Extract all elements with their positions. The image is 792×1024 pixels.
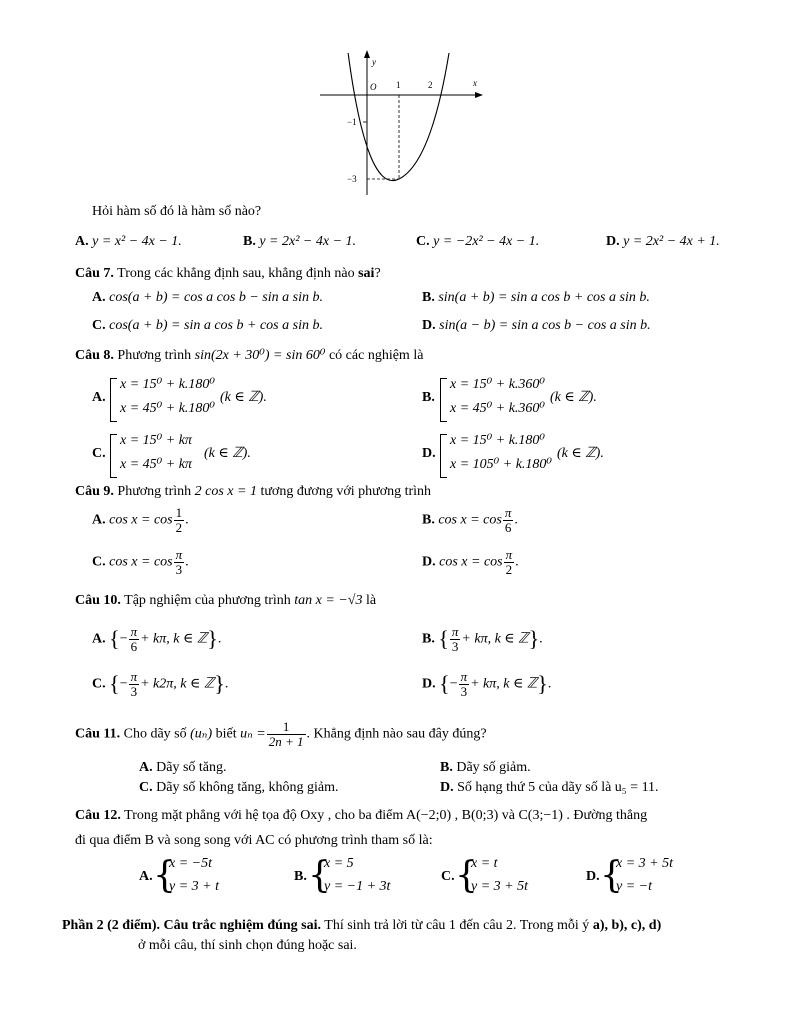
q10-option-b[interactable]: B. { $\frac{\pi}{3}$ + kπ, k ∈ ℤ}.: [422, 624, 543, 654]
q11-option-d[interactable]: D. Số hạng thứ 5 của dãy số là u₅ = 11.: [440, 780, 659, 795]
parabola-curve: [348, 53, 449, 181]
part2-line2: ở mỗi câu, thí sinh chọn đúng hoặc sai.: [138, 938, 357, 953]
q10-option-d[interactable]: D. {− $\frac{\pi}{3}$ + kπ, k ∈ ℤ}.: [422, 669, 552, 699]
q8-option-a[interactable]: A. x = 15⁰ + k.180⁰ x = 45⁰ + k.180⁰ (k ∈ ℤ).: [92, 376, 392, 424]
q10-option-c[interactable]: C. {− $\frac{\pi}{3}$ + k2π, k ∈ ℤ}.: [92, 669, 229, 699]
q7-option-d[interactable]: D. sin(a − b) = sin a cos b − cos a sin b.: [422, 318, 651, 333]
q7-question: Câu 7. Trong các khẳng định sau, khẳng định nào sai?: [75, 266, 381, 281]
q6-question: Hỏi hàm số đó là hàm số nào?: [92, 204, 262, 219]
q11-option-a[interactable]: A. Dãy số tăng.: [139, 760, 227, 775]
q9-option-c[interactable]: C. cos x = cos $\frac{\pi}{3}$ .: [92, 547, 189, 577]
tick-m1-label: −1: [347, 117, 357, 127]
q9-option-d[interactable]: D. cos x = cos $\frac{\pi}{2}$ .: [422, 547, 519, 577]
q12-question: Câu 12. Trong mặt phẳng với hệ tọa độ Oxy , cho ba điểm A(−2;0) , B(0;3) và C(3;−1) . Đường thẳng: [75, 808, 648, 823]
q12-option-c[interactable]: C. { x = t y = 3 + 5t: [441, 855, 528, 896]
tick-1-label: 1: [396, 80, 401, 90]
q12-option-d[interactable]: D. { x = 3 + 5t y = −t: [586, 855, 673, 896]
tick-2-label: 2: [428, 80, 433, 90]
q10-option-a[interactable]: A. {− $\frac{\pi}{6}$ + kπ, k ∈ ℤ}.: [92, 624, 222, 654]
q9-question: Câu 9. Phương trình 2 cos x = 1 tương đương với phương trình: [75, 484, 432, 499]
x-axis-arrow: [475, 92, 483, 98]
q6-option-a[interactable]: A. y = x² − 4x − 1.: [75, 234, 182, 249]
q9-option-b[interactable]: B. cos x = cos $\frac{\pi}{6}$ .: [422, 505, 518, 535]
q9-option-a[interactable]: A. cos x = cos $\frac{1}{2}$ .: [92, 505, 189, 535]
q8-question: Câu 8. Phương trình sin(2x + 30⁰) = sin 60⁰ có các nghiệm là: [75, 348, 424, 363]
y-axis-label: y: [372, 57, 376, 67]
tick-m3-label: −3: [347, 174, 357, 184]
q11-option-b[interactable]: B. Dãy số giảm.: [440, 760, 531, 775]
q8-option-c[interactable]: C. x = 15⁰ + kπ x = 45⁰ + kπ (k ∈ ℤ).: [92, 432, 392, 480]
q7-option-c[interactable]: C. cos(a + b) = sin a cos b + cos a sin b.: [92, 318, 323, 333]
x-axis-label: x: [473, 78, 477, 88]
q12-option-a[interactable]: A. { x = −5t y = 3 + t: [139, 855, 219, 896]
origin-label: O: [370, 82, 377, 92]
part2-heading: Phần 2 (2 điểm). Câu trắc nghiệm đúng sai. Thí sinh trả lời từ câu 1 đến câu 2. Trong mỗi ý a), b), c), d): [62, 918, 662, 933]
q8-option-d[interactable]: D. x = 15⁰ + k.180⁰ x = 105⁰ + k.180⁰ (k ∈ ℤ).: [422, 432, 722, 480]
q11-question: Câu 11. Cho dãy số (uₙ) biết uₙ = $\frac{1}{2n + 1}$ . Khẳng định nào sau đây đúng?: [75, 719, 487, 749]
q10-question: Câu 10. Tập nghiệm của phương trình tan x = −√3 là: [75, 593, 377, 608]
q12-question-line2: đi qua điểm B và song song với AC có phương trình tham số là:: [75, 833, 433, 848]
q6-option-b[interactable]: B. y = 2x² − 4x − 1.: [243, 234, 357, 249]
q6-option-d[interactable]: D. y = 2x² − 4x + 1.: [606, 234, 720, 249]
q7-option-a[interactable]: A. cos(a + b) = cos a cos b − sin a sin b.: [92, 290, 323, 305]
q8-option-b[interactable]: B. x = 15⁰ + k.360⁰ x = 45⁰ + k.360⁰ (k ∈ ℤ).: [422, 376, 722, 424]
parabola-graph: [315, 45, 495, 200]
q6-option-c[interactable]: C. y = −2x² − 4x − 1.: [416, 234, 540, 249]
q11-option-c[interactable]: C. Dãy số không tăng, không giảm.: [139, 780, 339, 795]
q7-option-b[interactable]: B. sin(a + b) = sin a cos b + cos a sin b.: [422, 290, 650, 305]
q12-option-b[interactable]: B. { x = 5 y = −1 + 3t: [294, 855, 391, 896]
y-axis-arrow: [364, 50, 370, 58]
